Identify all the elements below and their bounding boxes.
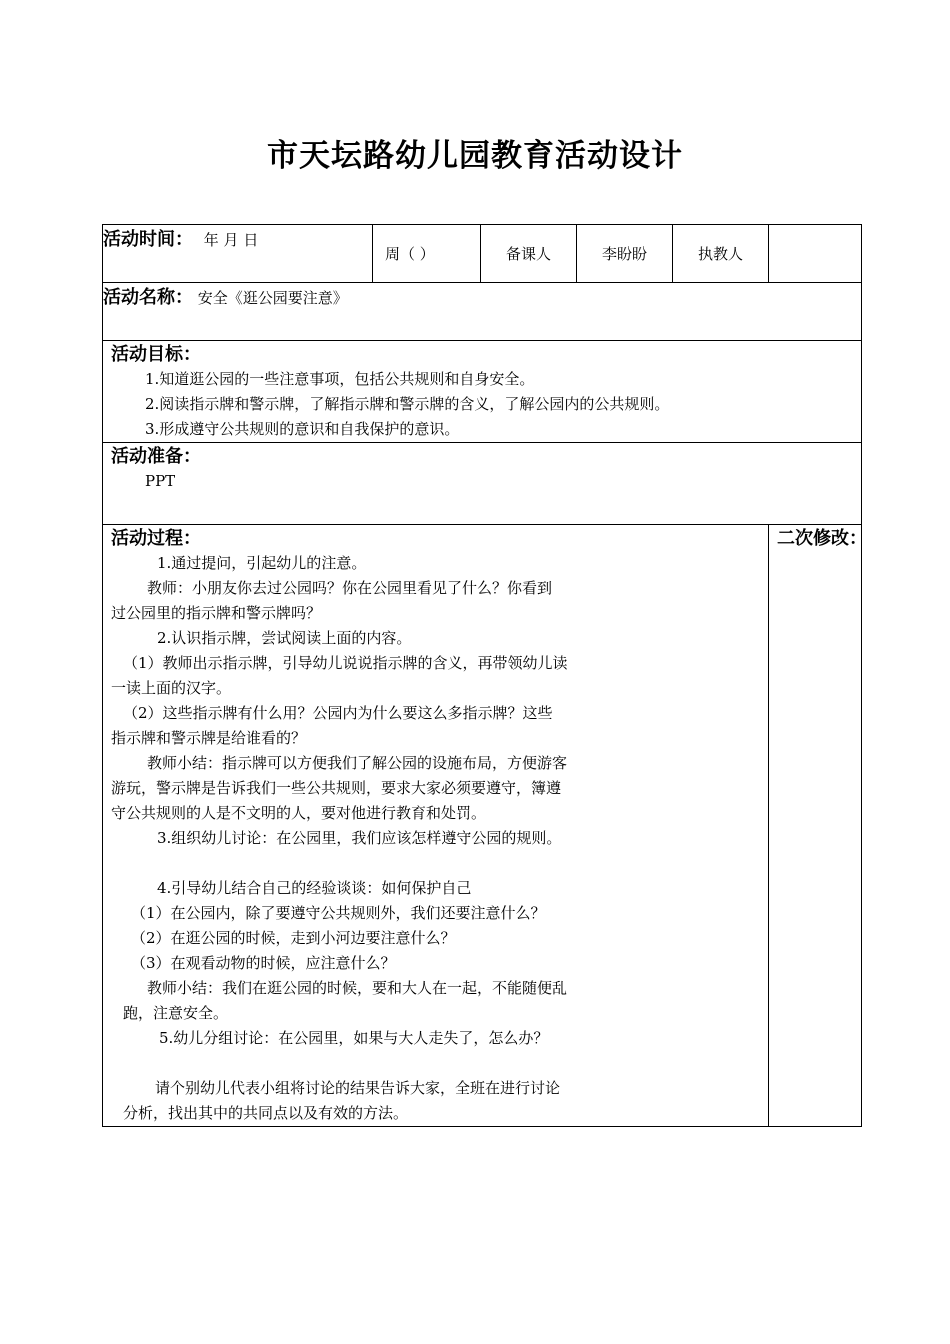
process-line: 教师小结：我们在逛公园的时候，要和大人在一起，不能随便乱 — [147, 979, 568, 997]
preparer-label: 备课人 — [505, 245, 551, 263]
process-line: （1）教师出示指示牌，引导幼儿说说指示牌的含义，再带领幼儿读 — [123, 654, 568, 672]
activity-time-label: 活动时间： — [103, 229, 193, 250]
teacher-label-cell — [673, 225, 769, 283]
goals-cell — [103, 341, 862, 443]
process-line: 2.认识指示牌，尝试阅读上面的内容。 — [157, 629, 412, 647]
process-cell — [103, 525, 769, 1127]
process-line: 跑，注意安全。 — [123, 1004, 229, 1022]
activity-name-row — [103, 283, 862, 341]
page-title: 市天坛路幼儿园教育活动设计 — [267, 138, 683, 174]
preparation-cell — [103, 443, 862, 525]
process-line: （2）在逛公园的时候，走到小河边要注意什么？ — [131, 929, 456, 947]
process-line: 5.幼儿分组讨论：在公园里，如果与大人走失了，怎么办？ — [159, 1029, 549, 1047]
preparer-label-cell — [481, 225, 577, 283]
process-line: （2）这些指示牌有什么用？公园内为什么要这么多指示牌？这些 — [123, 704, 553, 722]
process-line: 请个别幼儿代表小组将讨论的结果告诉大家，全班在进行讨论 — [155, 1079, 561, 1097]
process-line: 一读上面的汉字。 — [111, 679, 232, 697]
process-line: 1.通过提问，引起幼儿的注意。 — [157, 554, 367, 572]
process-line-blank — [111, 851, 760, 876]
process-line: 指示牌和警示牌是给谁看的？ — [111, 729, 307, 747]
process-line: 分析，找出其中的共同点以及有效的方法。 — [123, 1104, 409, 1122]
process-row — [103, 525, 862, 1127]
preparation-row — [103, 443, 862, 525]
activity-name-cell — [103, 283, 862, 341]
preparation-value: PPT — [145, 472, 176, 490]
process-line: 过公园里的指示牌和警示牌吗？ — [111, 604, 322, 622]
revision-label: 二次修改： — [777, 528, 867, 549]
process-line: 3.组织幼儿讨论：在公园里，我们应该怎样遵守公园的规则。 — [157, 829, 562, 847]
goals-label: 活动目标： — [111, 344, 201, 365]
preparer-name-cell — [577, 225, 673, 283]
week-cell — [373, 225, 481, 283]
process-line: （3）在观看动物的时候，应注意什么？ — [131, 954, 396, 972]
activity-plan-table — [102, 224, 867, 1127]
process-line: 教师小结：指示牌可以方便我们了解公园的设施布局，方便游客 — [147, 754, 568, 772]
goal-item: 2.阅读指示牌和警示牌，了解指示牌和警示牌的含义，了解公园内的公共规则。 — [145, 395, 670, 413]
process-line: 4.引导幼儿结合自己的经验谈谈：如何保护自己 — [157, 879, 472, 897]
activity-name-value: 安全《逛公园要注意》 — [197, 289, 348, 307]
process-line: 教师：小朋友你去过公园吗？你在公园里看见了什么？你看到 — [147, 579, 553, 597]
process-label: 活动过程： — [111, 528, 201, 549]
process-line-blank — [111, 1051, 760, 1076]
week-value: 周（ ） — [385, 245, 435, 263]
goals-row — [103, 341, 862, 443]
activity-name-label: 活动名称： — [103, 287, 193, 308]
teacher-label: 执教人 — [697, 245, 743, 263]
revision-cell — [769, 525, 867, 1127]
process-line: 守公共规则的人是不文明的人，要对他进行教育和处罚。 — [111, 804, 487, 822]
activity-time-value: 年 月 日 — [203, 231, 259, 249]
goal-item: 1.知道逛公园的一些注意事项，包括公共规则和自身安全。 — [145, 370, 535, 388]
teacher-name-cell — [769, 225, 862, 283]
process-line: 游玩，警示牌是告诉我们一些公共规则，要求大家必须要遵守，簿遵 — [111, 779, 562, 797]
activity-time-cell — [103, 225, 373, 283]
process-line: （1）在公园内，除了要遵守公共规则外，我们还要注意什么？ — [131, 904, 546, 922]
preparer-name: 李盼盼 — [601, 245, 647, 263]
preparation-label: 活动准备： — [111, 446, 201, 467]
header-row — [103, 225, 862, 283]
goal-item: 3.形成遵守公共规则的意识和自我保护的意识。 — [145, 420, 460, 438]
